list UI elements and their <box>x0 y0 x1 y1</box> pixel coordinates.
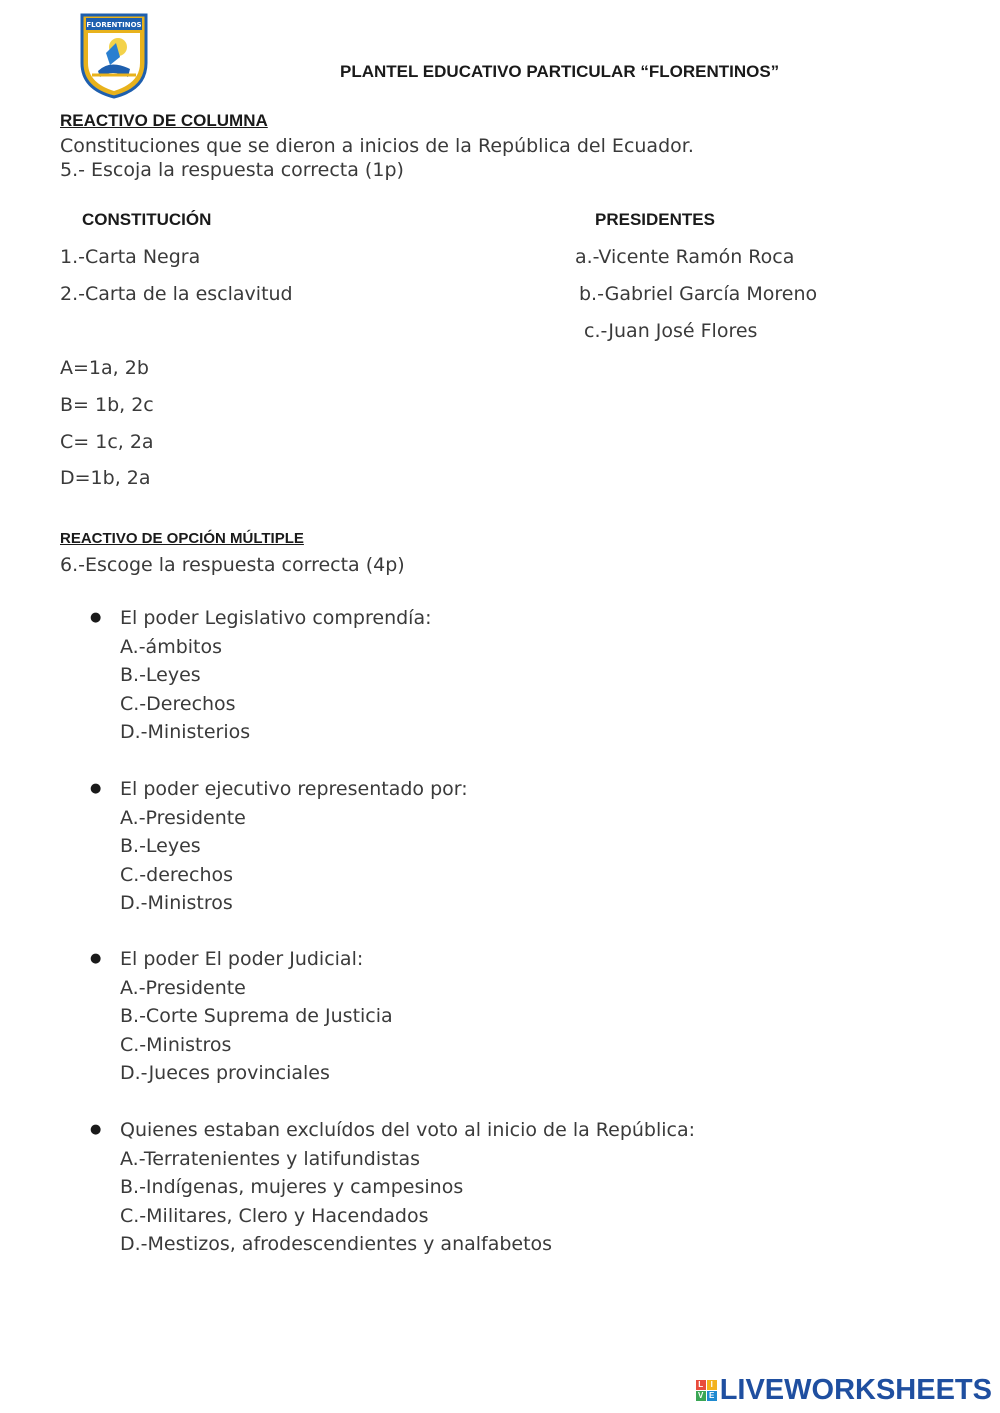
question-option: C.-Derechos <box>120 692 236 715</box>
bullet-icon: ● <box>90 951 102 966</box>
question-option: C.-derechos <box>120 863 234 886</box>
answer-option: C= 1c, 2a <box>60 431 154 453</box>
question-option: C.-Ministros <box>120 1033 232 1056</box>
question-option: A.-Presidente <box>120 976 246 999</box>
bullet-icon: ● <box>90 1122 102 1137</box>
question-option: A.-Terratenientes y latifundistas <box>120 1147 421 1170</box>
bullet-icon: ● <box>90 781 102 796</box>
question-option: B.-Leyes <box>120 835 201 857</box>
liveworksheets-brand[interactable] <box>696 1374 992 1407</box>
question-option: D.-Mestizos, afrodescendientes y analfabetos <box>120 1233 553 1255</box>
right-item: c.-Juan José Flores <box>584 320 758 342</box>
answer-option: B= 1b, 2c <box>60 394 154 416</box>
question-block <box>120 1116 695 1259</box>
left-item: 1.-Carta Negra <box>60 246 201 268</box>
question-option: B.-Corte Suprema de Justicia <box>120 1005 393 1027</box>
school-name: PLANTEL EDUCATIVO PARTICULAR “FLORENTINOS” <box>340 62 780 81</box>
col-right-header: PRESIDENTES <box>595 210 715 229</box>
question-block <box>120 775 468 918</box>
question-option: C.-Militares, Clero y Hacendados <box>120 1204 429 1227</box>
question-prompt: Quienes estaban excluídos del voto al inicio de la República: <box>120 1119 696 1141</box>
question-option: B.-Leyes <box>120 664 201 686</box>
question-block <box>120 604 432 747</box>
question-option: D.-Jueces provinciales <box>120 1062 330 1084</box>
answer-option: A=1a, 2b <box>60 357 149 379</box>
answer-option: D=1b, 2a <box>60 467 151 489</box>
section1-heading: REACTIVO DE COLUMNA <box>60 111 268 130</box>
bullet-icon: ● <box>90 610 102 625</box>
brand-text: LIVEWORKSHEETS <box>719 1374 992 1406</box>
question-option: D.-Ministerios <box>120 721 251 743</box>
question-prompt: El poder Legislativo comprendía: <box>120 607 432 629</box>
left-item: 2.-Carta de la esclavitud <box>60 283 293 305</box>
question-prompt: El poder ejecutivo representado por: <box>120 778 468 800</box>
question-option: A.-Presidente <box>120 806 246 829</box>
school-logo <box>80 13 148 99</box>
question-option: B.-Indígenas, mujeres y campesinos <box>120 1176 464 1198</box>
section2-instruction: 6.-Escoge la respuesta correcta (4p) <box>60 554 405 576</box>
section1-subtitle: Constituciones que se dieron a inicios de la República del Ecuador. <box>60 135 694 157</box>
section1-instruction: 5.- Escoja la respuesta correcta (1p) <box>60 159 404 181</box>
right-item: a.-Vicente Ramón Roca <box>575 246 795 268</box>
logo-label: FLORENTINOS <box>86 21 142 29</box>
section2-heading: REACTIVO DE OPCIÓN MÚLTIPLE <box>60 530 304 547</box>
question-option: D.-Ministros <box>120 892 233 914</box>
liveworksheets-logo-icon: L I V E <box>696 1380 717 1401</box>
col-left-header: CONSTITUCIÓN <box>82 210 212 229</box>
question-block <box>120 945 393 1088</box>
question-option: A.-ámbitos <box>120 635 223 658</box>
question-prompt: El poder El poder Judicial: <box>120 948 364 970</box>
right-item: b.-Gabriel García Moreno <box>579 283 818 305</box>
